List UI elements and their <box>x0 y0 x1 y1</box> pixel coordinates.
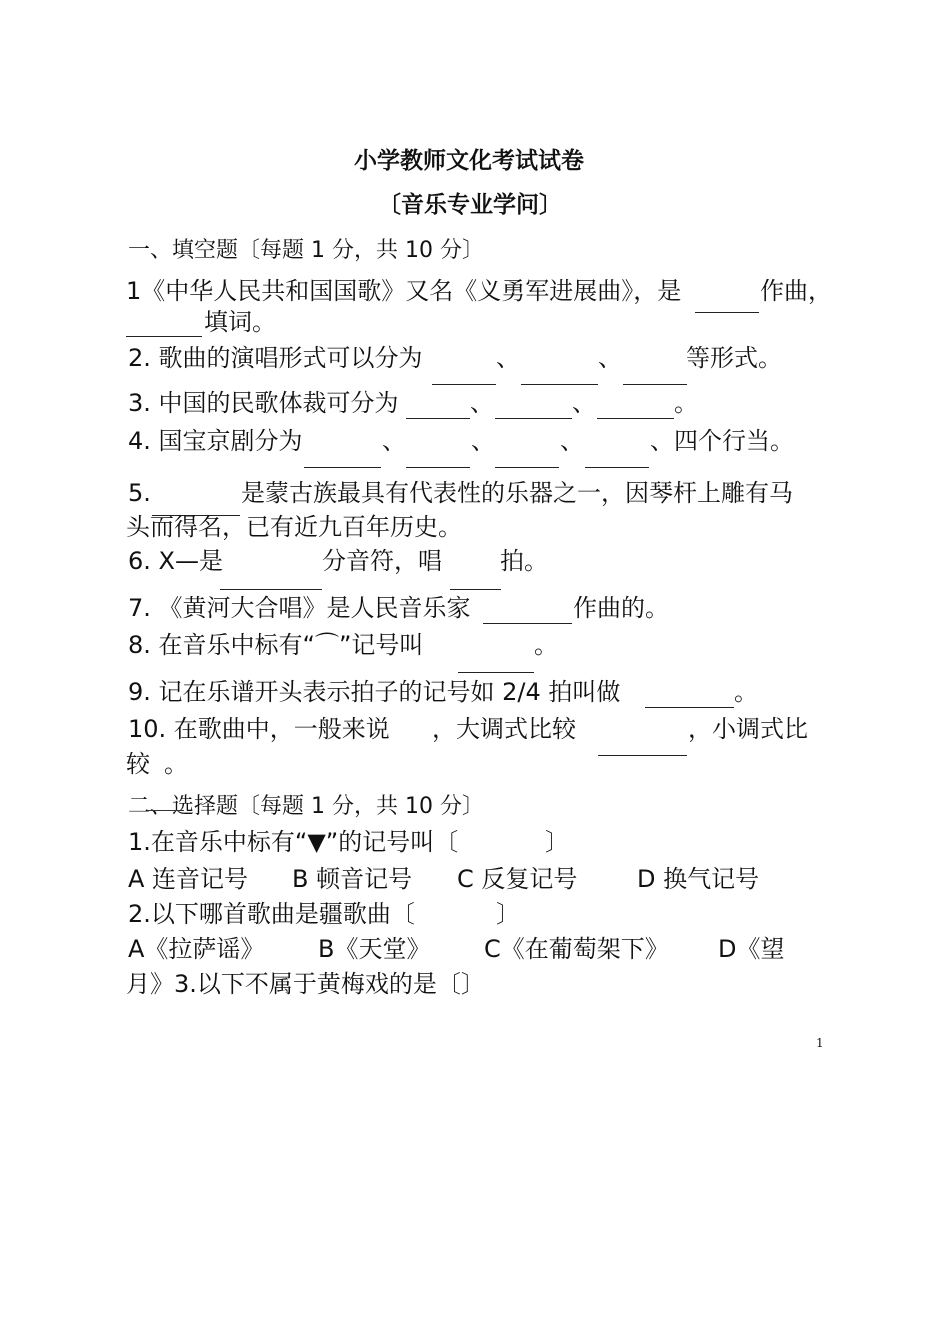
blank-q4-3[interactable] <box>495 467 559 468</box>
blank-q4-4[interactable] <box>585 467 649 468</box>
question-10-text-2: ，大调式比较 <box>432 715 576 743</box>
question-5-text: 是蒙古族最具有代表性的乐器之一，因琴杆上雕有马 <box>241 479 793 507</box>
question-1-text-2: 作曲， <box>760 277 832 305</box>
question-4-sep-3: 、 <box>560 427 584 455</box>
blank-q1-lyricist[interactable] <box>126 336 202 337</box>
page-subtitle: 〔音乐专业学问〕 <box>378 191 562 218</box>
question-3-end: 。 <box>674 389 698 417</box>
choice-question-1-close: 〕 <box>545 828 569 856</box>
question-4-sep-1: 、 <box>382 427 406 455</box>
blank-q2-3[interactable] <box>623 384 687 385</box>
question-2-sep-2: 、 <box>598 344 622 372</box>
blank-q10-1[interactable] <box>598 755 687 756</box>
question-2-text: 2. 歌曲的演唱形式可以分为 <box>128 344 423 372</box>
choice-question-2-close: 〕 <box>496 900 520 928</box>
question-10-text-3: ，小调式比 <box>688 715 808 743</box>
question-5-text-2: 头而得名，已有近九百年历史。 <box>126 513 462 541</box>
blank-q4-2[interactable] <box>406 467 470 468</box>
question-5-number: 5. <box>128 479 151 507</box>
choice-1-option-b[interactable]: B 顿音记号 <box>292 865 413 893</box>
question-6-text-3: 拍。 <box>500 547 548 575</box>
question-7-text: 7. 《黄河大合唱》是人民音乐家 <box>128 594 471 622</box>
page-title: 小学教师文化考试试卷 <box>354 147 584 174</box>
question-1-text-3: 填词。 <box>204 308 276 336</box>
choice-question-3: 月》3.以下不属于黄梅戏的是〔〕 <box>126 970 485 998</box>
question-3-sep-1: 、 <box>470 389 494 417</box>
choice-2-option-a[interactable]: A《拉萨谣》 <box>128 935 265 963</box>
question-2-sep-1: 、 <box>496 344 520 372</box>
question-10-text-4: 较 <box>126 750 150 778</box>
blank-q7[interactable] <box>483 623 572 624</box>
choice-question-1: 1.在音乐中标有“▼”的记号叫〔 <box>128 828 459 856</box>
blank-q6-1[interactable] <box>220 589 322 590</box>
choice-1-option-d[interactable]: D 换气记号 <box>637 865 760 893</box>
question-8-end: 。 <box>534 631 558 659</box>
question-1-text: 1《中华人民共和国国歌》又名《义勇军进展曲》，是 <box>126 277 682 305</box>
choice-1-option-c[interactable]: C 反复记号 <box>457 865 578 893</box>
blank-q8[interactable] <box>458 672 534 673</box>
choice-question-2: 2.以下哪首歌曲是疆歌曲〔 <box>128 900 415 928</box>
section-1-heading: 一、填空题〔每题 1 分，共 10 分〕 <box>128 238 484 263</box>
heading-strike-mark <box>148 810 184 811</box>
question-6-text: 6. X—是 <box>128 547 223 575</box>
question-3-text: 3. 中国的民歌体裁可分为 <box>128 389 399 417</box>
choice-2-option-c[interactable]: C《在葡萄架下》 <box>484 935 669 963</box>
question-10-text: 10. 在歌曲中，一般来说 <box>128 715 390 743</box>
question-9-text: 9. 记在乐谱开头表示拍子的记号如 2/4 拍叫做 <box>128 678 621 706</box>
question-7-text-2: 作曲的。 <box>573 594 669 622</box>
blank-q6-2[interactable] <box>450 589 501 590</box>
question-6-text-2: 分音符，唱 <box>322 547 442 575</box>
section-2-heading: 二、选择题〔每题 1 分，共 10 分〕 <box>128 794 484 819</box>
question-9-end: 。 <box>734 678 758 706</box>
choice-2-option-b[interactable]: B《天堂》 <box>318 935 431 963</box>
question-4-text-2: 、四个行当。 <box>650 427 794 455</box>
question-10-end: 。 <box>164 750 188 778</box>
blank-q3-3[interactable] <box>597 418 674 419</box>
choice-2-option-d[interactable]: D《望 <box>718 935 785 963</box>
page-number: 1 <box>816 1036 824 1050</box>
question-2-text-2: 等形式。 <box>686 344 782 372</box>
blank-q3-1[interactable] <box>406 418 470 419</box>
question-4-text: 4. 国宝京剧分为 <box>128 427 303 455</box>
choice-1-option-a[interactable]: A 连音记号 <box>128 865 249 893</box>
blank-q1-composer[interactable] <box>695 312 759 313</box>
blank-q2-1[interactable] <box>432 384 496 385</box>
blank-q3-2[interactable] <box>495 418 572 419</box>
question-8-text: 8. 在音乐中标有“⌒”记号叫 <box>128 631 424 659</box>
question-4-sep-2: 、 <box>471 427 495 455</box>
blank-q9[interactable] <box>645 707 734 708</box>
blank-q4-1[interactable] <box>304 467 381 468</box>
question-3-sep-2: 、 <box>572 389 596 417</box>
blank-q2-2[interactable] <box>521 384 598 385</box>
